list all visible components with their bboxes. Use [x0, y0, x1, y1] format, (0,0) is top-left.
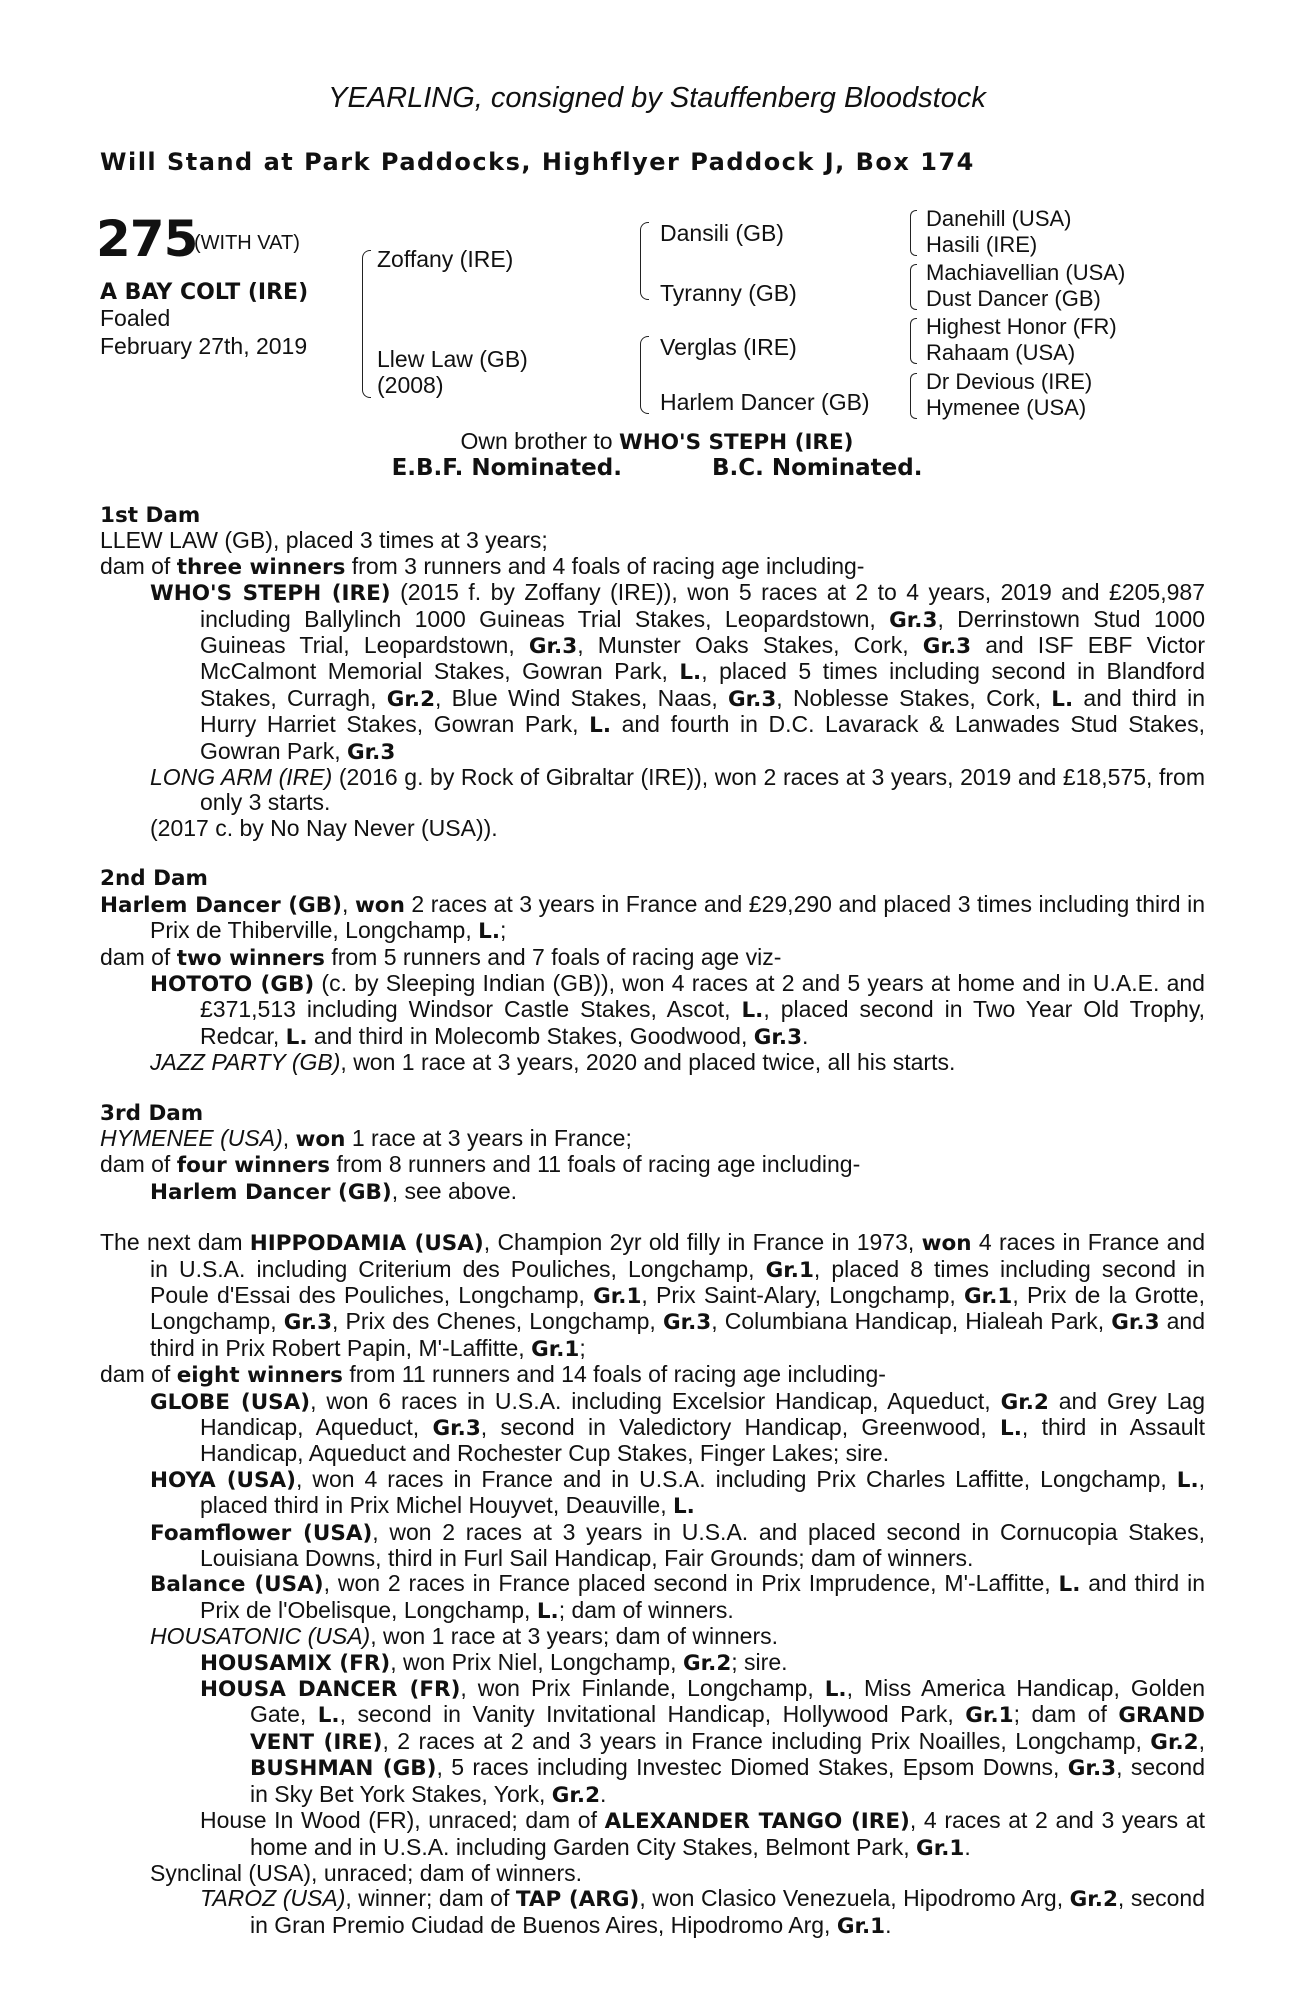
produce-balance: Balance (USA), won 2 races in France placed second in Prix Imprudence, M'-Laffitte, L. and third in Prix de l'Obelisque, Longchamp, L.; dam of winners.: [150, 1570, 1205, 1624]
pedigree-brace-main: [362, 250, 371, 398]
pedigree-ggp: Highest Honor (FR): [926, 314, 1117, 339]
third-dam-line: HYMENEE (USA), won 1 race at 3 years in France;: [100, 1124, 632, 1152]
produce-housamix: HOUSAMIX (FR), won Prix Niel, Longchamp, Gr.2; sire.: [200, 1648, 788, 1676]
first-dam-line: LLEW LAW (GB), placed 3 times at 3 years;: [100, 527, 548, 554]
foaled-date: February 27th, 2019: [100, 333, 308, 359]
second-dam-produce-summary: dam of two winners from 5 runners and 7 foals of racing age viz-: [100, 943, 782, 971]
pedigree-ggp: Dr Devious (IRE): [926, 369, 1093, 394]
second-dam-line: Harlem Dancer (GB), won 2 races at 3 years in France and £29,290 and placed 3 times including third in Prix de Thiberville, Longchamp, L.;: [100, 890, 1206, 945]
pedigree-dam-year: (2008): [377, 372, 444, 398]
pedigree-brace-harlem: [910, 373, 917, 419]
third-dam-heading: 3rd Dam: [100, 1100, 204, 1126]
pedigree-brace-dam: [640, 336, 649, 414]
pedigree-sire: Zoffany (IRE): [377, 246, 514, 272]
produce-jazz-party: JAZZ PARTY (GB), won 1 race at 3 years, 2020 and placed twice, all his starts.: [150, 1049, 956, 1076]
pedigree-dam-sire: Verglas (IRE): [660, 334, 797, 360]
pedigree-brace-verglas: [910, 318, 917, 364]
pedigree-brace-dansili: [910, 210, 917, 256]
pedigree-ggp: Machiavellian (USA): [926, 260, 1126, 285]
pedigree-dam: Llew Law (GB): [377, 346, 528, 372]
produce-housatonic: HOUSATONIC (USA), won 1 race at 3 years; dam of winners.: [150, 1623, 779, 1650]
produce-housa-dancer: HOUSA DANCER (FR), won Prix Finlande, Longchamp, L., Miss America Handicap, Golden Gate, L., second in Vanity Invitational Handicap, Hollywood Park, Gr.1; dam of GRAND VENT (IRE), 2 races at 2 and 3 years in France including Prix Noailles, Longchamp, Gr.2, BUSHMAN (GB), 5 races including Investec Diomed Stakes, Epsom Downs, Gr.3, second in Sky Bet York Stakes, York, Gr.2.: [200, 1675, 1206, 1808]
ebf-nomination: E.B.F. Nominated.: [391, 455, 622, 481]
pedigree-dam-dam: Harlem Dancer (GB): [660, 389, 870, 415]
produce-long-arm: LONG ARM (IRE) (2016 g. by Rock of Gibraltar (IRE)), won 2 races at 3 years, 2019 and £18,575, from only 3 starts.: [150, 764, 1205, 816]
produce-globe: GLOBE (USA), won 6 races in U.S.A. including Excelsior Handicap, Aqueduct, Gr.2 and Grey Lag Handicap, Aqueduct, Gr.3, second in Valedictory Handicap, Greenwood, L., third in Assault Handicap, Aqueduct and Rochester Cup Stakes, Finger Lakes; sire.: [150, 1387, 1206, 1467]
pedigree-grandsire: Dansili (GB): [660, 220, 784, 246]
catalogue-body: [100, 503, 1205, 1939]
horse-name: A BAY COLT (IRE): [100, 280, 309, 305]
pedigree-ggp: Hymenee (USA): [926, 395, 1087, 420]
first-dam-produce-summary: dam of three winners from 3 runners and 4 foals of racing age including-: [100, 552, 865, 580]
produce-taroz: TAROZ (USA), winner; dam of TAP (ARG), won Clasico Venezuela, Hipodromo Arg, Gr.2, second in Gran Premio Ciudad de Buenos Aires, Hipodromo Arg, Gr.1.: [200, 1885, 1205, 1939]
pedigree-brace-sire: [640, 222, 649, 300]
bc-nomination: B.C. Nominated.: [711, 455, 923, 481]
consignor-line: YEARLING, consigned by Stauffenberg Bloodstock: [328, 82, 986, 114]
produce-house-in-wood: House In Wood (FR), unraced; dam of ALEXANDER TANGO (IRE), 4 races at 2 and 3 years at home and in U.S.A. including Garden City Stakes, Belmont Park, Gr.1.: [200, 1807, 1205, 1861]
pedigree-ggp: Dust Dancer (GB): [926, 286, 1101, 311]
first-dam-heading: 1st Dam: [100, 503, 201, 528]
third-dam-produce-summary: dam of four winners from 8 runners and 11 foals of racing age including-: [100, 1151, 861, 1179]
vat-note: (WITH VAT): [194, 232, 300, 254]
pedigree-ggp: Rahaam (USA): [926, 340, 1076, 365]
produce-hototo: HOTOTO (GB) (c. by Sleeping Indian (GB)), won 4 races at 2 and 5 years at home and in U.A.E. and £371,513 including Windsor Castle Stakes, Ascot, L., placed second in Two Year Old Trophy, Redcar, L. and third in Molecomb Stakes, Goodwood, Gr.3.: [150, 969, 1206, 1050]
produce-hoya: HOYA (USA), won 4 races in France and in U.S.A. including Prix Charles Laffitte, Longchamp, L., placed third in Prix Michel Houyvet, Deauville, L.: [150, 1465, 1206, 1520]
second-dam-heading: 2nd Dam: [100, 866, 208, 892]
nominations: [0, 455, 1314, 481]
next-dam-line: The next dam HIPPODAMIA (USA), Champion 2yr old filly in France in 1973, won 4 races in France and in U.S.A. including Criterium des Pouliches, Longchamp, Gr.1, placed 8 times including second in Poule d'Essai des Pouliches, Longchamp, Gr.1, Prix Saint-Alary, Longchamp, Gr.1, Prix de la Grotte, Longchamp, Gr.3, Prix des Chenes, Longchamp, Gr.3, Columbiana Handicap, Hialeah Park, Gr.3 and third in Prix Robert Papin, M'-Laffitte, Gr.1;: [100, 1229, 1206, 1362]
produce-foamflower: Foamflower (USA), won 2 races at 3 years in U.S.A. and placed second in Cornucopia Stakes, Louisiana Downs, third in Furl Sail Handicap, Fair Grounds; dam of winners.: [150, 1518, 1205, 1572]
foaled-label: Foaled: [100, 305, 171, 331]
pedigree-ggp: Danehill (USA): [926, 206, 1072, 231]
produce-2017: (2017 c. by No Nay Never (USA)).: [150, 814, 498, 841]
next-dam-produce-summary: dam of eight winners from 11 runners and 14 foals of racing age including-: [100, 1361, 886, 1389]
produce-whos-steph: WHO'S STEPH (IRE) (2015 f. by Zoffany (IRE)), won 5 races at 2 to 4 years, 2019 and £205,987 including Ballylinch 1000 Guineas Trial Stakes, Leopardstown, Gr.3, Derrinstown Stud 1000 Guineas Trial, Leopardstown, Gr.3, Munster Oaks Stakes, Cork, Gr.3 and ISF EBF Victor McCalmont Memorial Stakes, Gowran Park, L., placed 5 times including second in Blandford Stakes, Curragh, Gr.2, Blue Wind Stakes, Naas, Gr.3, Noblesse Stakes, Cork, L. and third in Hurry Harriet Stakes, Gowran Park, L. and fourth in D.C. Lavarack & Lanwades Stud Stakes, Gowran Park, Gr.3: [150, 579, 1206, 765]
stand-location: Will Stand at Park Paddocks, Highflyer Paddock J, Box 174: [100, 148, 975, 176]
lot-number: 275: [96, 210, 198, 268]
pedigree-brace-tyranny: [910, 264, 917, 310]
own-brother-note: Own brother to WHO'S STEPH (IRE): [460, 428, 854, 455]
pedigree-ggp: Hasili (IRE): [926, 232, 1038, 257]
produce-synclinal: Synclinal (USA), unraced; dam of winners.: [150, 1859, 583, 1886]
pedigree-granddam: Tyranny (GB): [660, 280, 797, 306]
produce-harlem-dancer: Harlem Dancer (GB), see above.: [150, 1177, 518, 1205]
